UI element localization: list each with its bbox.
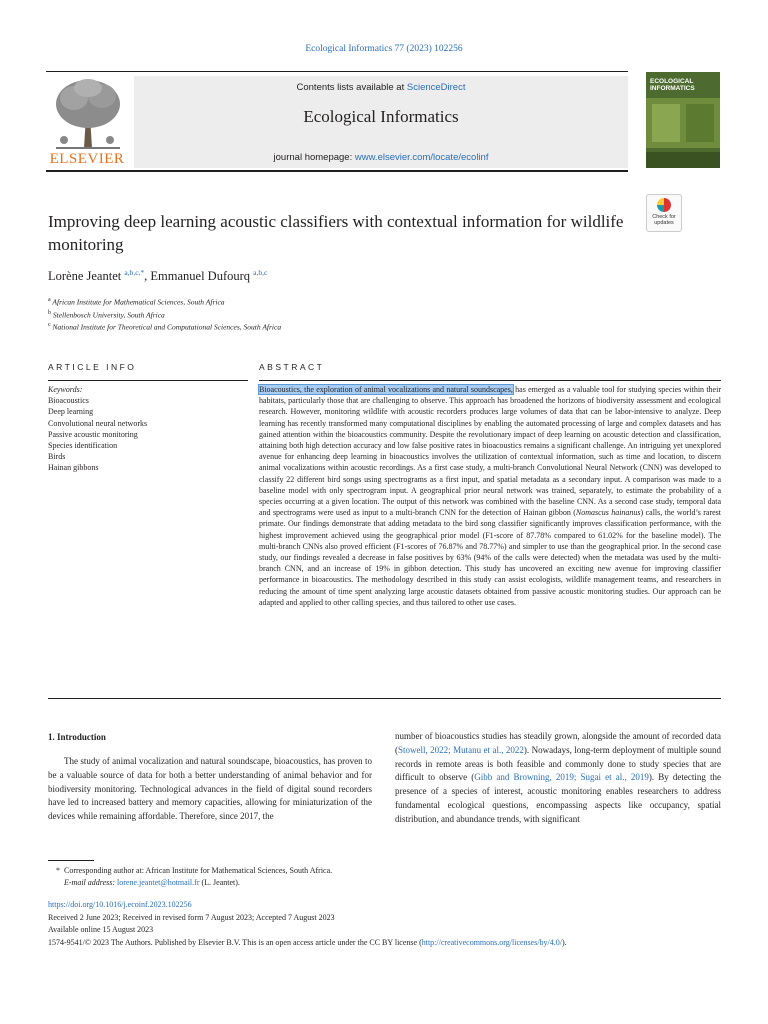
keyword-item: Species identification bbox=[48, 441, 118, 451]
cover-art-icon bbox=[646, 72, 720, 168]
keywords-label: Keywords: bbox=[48, 385, 83, 394]
journal-name: Ecological Informatics bbox=[303, 107, 459, 126]
doi-link[interactable]: https://doi.org/10.1016/j.ecoinf.2023.102256 bbox=[48, 900, 192, 909]
author-affil-marks[interactable]: a,b,c bbox=[253, 268, 268, 277]
intro-right-column: number of bioacoustics studies has steadily grown, alongside the amount of recorded data (Stowell, 2022; Mutanu et al., 2022). Nowadays, long-term deployment of multiple sound records in remote areas is both feasible and commonly done to study species that are difficult to observe (Gibb and Browning, 2019; Sugai et al., 2019). By detecting the presence of a species of interest, acoustic monitoring enables researchers to address fundamental ecological questions, encompassing aspects like occupancy, spatial distribution, and abundance trends, with significant bbox=[395, 731, 721, 824]
keyword-item: Bioacoustics bbox=[48, 396, 89, 406]
cover-title: ECOLOGICAL INFORMATICS bbox=[650, 78, 695, 92]
elsevier-wordmark: ELSEVIER bbox=[49, 151, 125, 167]
keyword-item: Birds bbox=[48, 452, 66, 462]
crossmark-icon bbox=[657, 198, 671, 212]
author-name[interactable]: , Emmanuel Dufourq bbox=[144, 269, 251, 284]
article-info-rule bbox=[48, 380, 248, 381]
author-list bbox=[48, 268, 267, 284]
email-link[interactable]: lorene.jeantet@hotmail.fr bbox=[117, 878, 200, 887]
crossmark-label: Check for updates bbox=[652, 214, 676, 226]
license-link[interactable]: http://creativecommons.org/licenses/by/4.0/ bbox=[421, 938, 563, 947]
keyword-item: Deep learning bbox=[48, 407, 94, 417]
homepage-link[interactable]: www.elsevier.com/locate/ecolinf bbox=[354, 152, 489, 163]
article-info-heading: ARTICLE INFO bbox=[48, 362, 137, 372]
journal-homepage bbox=[134, 152, 628, 163]
keywords-list bbox=[48, 384, 147, 474]
contents-prefix: Contents lists available at bbox=[296, 82, 407, 93]
journal-citation[interactable]: Ecological Informatics 77 (2023) 102256 bbox=[305, 44, 463, 54]
footnote-marker: * bbox=[56, 866, 60, 875]
abstract-heading: ABSTRACT bbox=[259, 362, 325, 372]
author-affil-marks[interactable]: a,b,c,* bbox=[124, 268, 145, 277]
introduction-heading: 1. Introduction bbox=[48, 732, 106, 742]
corresponding-author-text: Corresponding author at: African Institute for Mathematical Sciences, South Africa. bbox=[64, 866, 333, 875]
abstract-rule bbox=[259, 380, 721, 381]
check-for-updates-badge[interactable] bbox=[646, 194, 682, 232]
elsevier-tree-icon bbox=[46, 76, 128, 150]
abstract-bottom-rule bbox=[48, 698, 721, 699]
reference-link[interactable]: Gibb and Browning, 2019; Sugai et al., 2019 bbox=[474, 772, 649, 783]
license-line: 1574-9541/© 2023 The Authors. Published by Elsevier B.V. This is an open access article under the CC BY license (http://creativecommons.org/licenses/by/4.0/). bbox=[48, 938, 567, 947]
sciencedirect-link[interactable]: ScienceDirect bbox=[406, 82, 466, 93]
elsevier-logo[interactable] bbox=[46, 76, 128, 168]
email-label: E-mail address: bbox=[64, 878, 118, 887]
article-dates: Received 2 June 2023; Received in revised form 7 August 2023; Accepted 7 August 2023 bbox=[48, 913, 335, 922]
affiliation-item: $^c$ National Institute for Theoretical and Computational Sciences, South Africa bbox=[48, 322, 282, 332]
abstract-text[interactable]: Bioacoustics, the exploration of animal vocalizations and natural soundscapes, has emerged as a valuable tool for studying species within their habitats, particularly those that are challenging to observe. This approach has broadened the horizons of biodiversity assessment and ecological research. However, monitoring wildlife with acoustic recorders produces large volumes of data that can be labor-intensive to analyze. Deep learning has recently transformed many computational disciplines by enabling the automated processing of large and complex datasets and has gained attention within the bioacoustics community. Despite the revolutionary impact of deep learning on acoustic detection and classification, attaining both high detection accuracy and low false positive rates in bioacoustics remains a significant challenge. An intriguing yet unexplored avenue for enhancing deep learning in bioacoustics involves the utilization of contextual information, such as time and location, to discern animal vocalizations within acoustic recordings. As a first case study, a multi-branch Convolutional Neural Network (CNN) was developed to classify 22 different bird songs using spectrograms as a first input, and spatial metadata as a secondary input. A comparison was made to a baseline model with only spectrogram input. A geographical prior neural network was trained, separately, to estimate the probability of a species occurring at a given location. The output of this network was combined with the baseline CNN. As a second case study, temporal data and spectrograms were used as input to a multi-branch CNN for the detection of Hainan gibbon (Nomascus hainanus) calls, the world’s rarest primate. Our findings demonstrate that adding metadata to the bird song classifier significantly improves classification performance, with the highest improvement achieved using the geographical prior model (F1-score of 87.78% compared to 61.02% for the baseline model). The multi-branch CNNs also proved efficient (F1-scores of 76.87% and 78.77%) and simpler to use than the geographical prior. In the second case study, our findings revealed a decrease in false positives by 63% (94% of the calls were detected) when the metadata was used by the multi-branch CNN, and an increase of 19% in gibbon detection. This study has uncovered an exciting new avenue for improving classifier performance in bioacoustics. The methodology described in this study can assist ecologists, wildlife management teams, and researchers in reducing the amount of time spent analyzing large acoustic datasets obtained from passive acoustic monitoring studies. Our approach can be adapted and applied to other calling species, and thus tailored to other use cases. bbox=[259, 385, 721, 607]
author-name[interactable]: Lorène Jeantet bbox=[48, 269, 122, 284]
available-online-date: Available online 15 August 2023 bbox=[48, 925, 154, 934]
header-rule-bottom bbox=[46, 170, 628, 172]
affiliation-item: $^a$ African Institute for Mathematical Sciences, South Africa bbox=[48, 297, 225, 307]
keyword-item: Passive acoustic monitoring bbox=[48, 429, 138, 439]
footnote-rule bbox=[48, 860, 94, 861]
article-title: Improving deep learning acoustic classifiers with contextual information for wildlife monitoring bbox=[48, 212, 624, 254]
affiliation-item: $^b$ Stellenbosch University, South Africa bbox=[48, 309, 165, 319]
species-name: Nomascus hainanus bbox=[575, 508, 641, 518]
intro-left-column: The study of animal vocalization and natural soundscape, bioacoustics, has proven to be a valuable source of data for both a better understanding of animal behavior and for biodiversity monitoring. Technological advances in the field of digital sound recorders have led to increased battery and memory capacities, allowing for miniaturization of the devices while remaining affordable. Therefore, since 2017, the bbox=[48, 756, 372, 822]
homepage-prefix: journal homepage: bbox=[273, 152, 355, 163]
reference-link[interactable]: Stowell, 2022; Mutanu et al., 2022 bbox=[398, 744, 524, 755]
keyword-item: Hainan gibbons bbox=[48, 463, 99, 473]
affiliations bbox=[48, 295, 281, 333]
journal-cover-thumbnail[interactable] bbox=[646, 72, 720, 168]
keyword-item: Convolutional neural networks bbox=[48, 418, 148, 428]
selected-text-highlight[interactable]: Bioacoustics, the exploration of animal vocalizations and natural soundscapes, bbox=[259, 385, 513, 394]
corresponding-author-footnote: * Corresponding author at: African Institute for Mathematical Sciences, South Africa. E-mail address: lorene.jeantet@hotmail.fr (L. Jeantet). bbox=[56, 866, 333, 887]
header-rule-top bbox=[46, 71, 628, 72]
contents-line bbox=[134, 82, 628, 93]
